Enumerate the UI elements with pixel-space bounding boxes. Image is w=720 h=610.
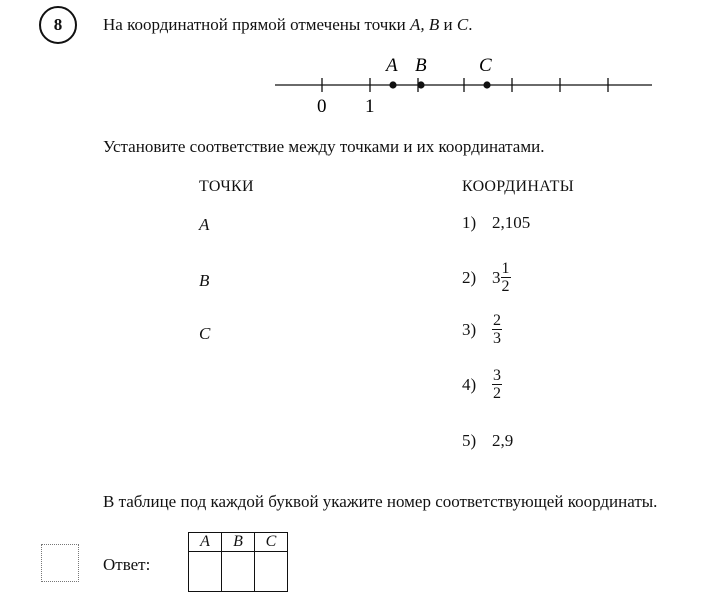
option-3-fraction — [492, 312, 502, 347]
option-5-value: 2,9 — [492, 431, 514, 450]
point-label-c: C — [479, 55, 492, 76]
option-3 — [462, 312, 502, 347]
option-2 — [462, 260, 511, 295]
option-1-number: 1) — [462, 213, 477, 232]
point-a-dot — [389, 81, 396, 88]
option-4 — [462, 367, 502, 402]
question-number: 8 — [53, 15, 63, 34]
option-5 — [462, 431, 513, 451]
point-label-b: B — [415, 55, 427, 76]
point-a-label: A — [199, 215, 210, 234]
instruction-text: Установите соответствие между точками и их координатами. — [103, 137, 545, 156]
answer-cell-a[interactable] — [189, 552, 222, 592]
option-2-fraction — [501, 260, 511, 295]
option-4-numerator: 3 — [493, 367, 501, 384]
option-3-numerator: 2 — [493, 312, 501, 329]
answer-table-header-row — [189, 533, 288, 552]
option-2-whole: 3 — [492, 267, 501, 287]
intro-and: и — [443, 15, 453, 34]
point-b-label: B — [199, 271, 210, 290]
point-c-dot — [483, 81, 490, 88]
answer-table — [188, 532, 288, 592]
tick-label-1: 1 — [365, 96, 375, 117]
option-4-fraction — [492, 367, 502, 402]
answer-cell-c[interactable] — [255, 552, 288, 592]
option-4-denominator: 2 — [493, 385, 501, 402]
option-3-denominator: 3 — [493, 330, 501, 347]
points-header: ТОЧКИ — [199, 178, 254, 195]
point-label-a: A — [386, 55, 398, 76]
tick-label-0: 0 — [317, 96, 327, 117]
answer-check-box — [41, 544, 79, 582]
answer-label: Ответ: — [103, 555, 151, 574]
answer-header-a: A — [189, 533, 222, 552]
intro-point-c: C — [456, 15, 469, 34]
option-1-value: 2,105 — [492, 213, 531, 232]
answer-table-input-row — [189, 552, 288, 592]
answer-header-b: B — [222, 533, 255, 552]
point-c-label: C — [199, 324, 211, 343]
answer-header-c: C — [255, 533, 288, 552]
option-3-number: 3) — [462, 319, 477, 339]
intro-text: На координатной прямой отмечены точки — [103, 15, 406, 34]
number-line — [0, 0, 720, 130]
intro-points: A, B — [409, 15, 440, 34]
answer-instruction: В таблице под каждой буквой укажите номер соответствующей координаты. — [103, 492, 658, 511]
intro-period: . — [468, 15, 473, 34]
option-4-number: 4) — [462, 374, 477, 394]
answer-cell-b[interactable] — [222, 552, 255, 592]
point-b-dot — [417, 81, 424, 88]
option-5-number: 5) — [462, 431, 477, 450]
option-1 — [462, 213, 530, 233]
option-2-numerator: 1 — [501, 260, 510, 277]
option-2-denominator: 2 — [501, 278, 510, 295]
coordinates-header: КООРДИНАТЫ — [462, 178, 574, 195]
option-2-number: 2) — [462, 267, 477, 287]
